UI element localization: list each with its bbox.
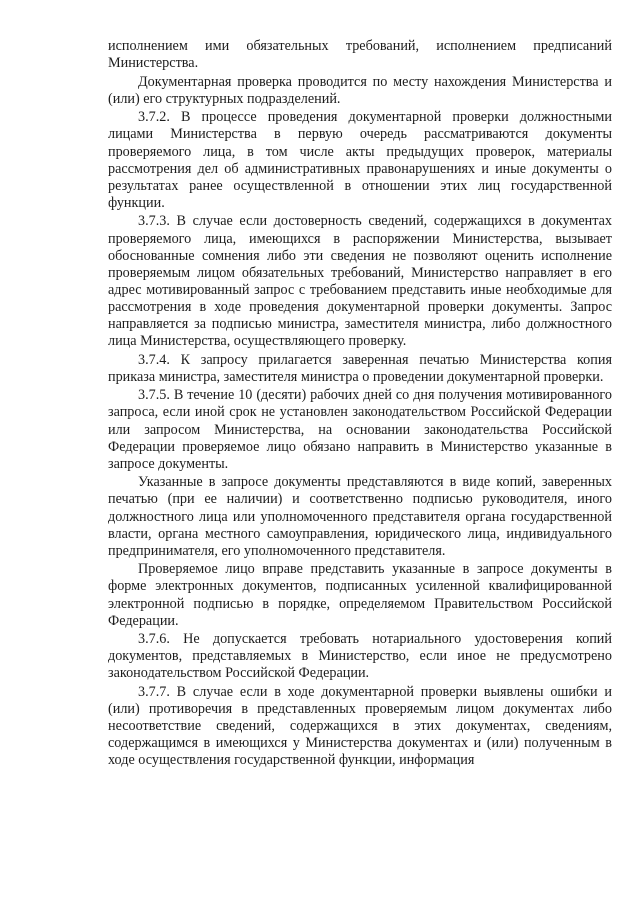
paragraph-3-7-2: 3.7.2. В процессе проведения документарной проверки должностными лицами Министерства в первую очередь рассматриваются документы проверяемого лица, в том числе акты предыдущих проверок, материалы рассмотрения дел об административных правонарушениях и иные документы о результатах ранее осуществленной в отношении этих лиц государственной функции. (108, 109, 612, 211)
paragraph-3-7-4: 3.7.4. К запросу прилагается заверенная печатью Министерства копия приказа министра, заместителя министра о проведении документарной проверки. (108, 351, 612, 385)
paragraph-3-7-3: 3.7.3. В случае если достоверность сведений, содержащихся в документах проверяемого лица, имеющихся в распоряжении Министерства, вызывает обоснованные сомнения либо эти сведения не позволяют оценить исполнение проверяемым лицом обязательных требований, Министерство направляет в его адрес мотивированный запрос с требованием представить иные необходимые для рассмотрения в ходе проведения документарной проверки документы. Запрос направляется за подписью министра, заместителя министра, либо должностного лица Министерства, осуществляющего проверку. (108, 213, 612, 350)
paragraph-3-7-6: 3.7.6. Не допускается требовать нотариального удостоверения копий документов, представляемых в Министерство, если иное не предусмотрено законодательством Российской Федерации. (108, 631, 612, 682)
paragraph-location: Документарная проверка проводится по месту нахождения Министерства и (или) его структурных подразделений. (108, 73, 612, 107)
paragraph-copies: Указанные в запросе документы представляются в виде копий, заверенных печатью (при ее наличии) и соответственно подписью руководителя, иного должностного лица или уполномоченного представителя органа государственной власти, органа местного самоуправления, юридического лица, индивидуального предпринимателя, его уполномоченного представителя. (108, 474, 612, 559)
document-page (108, 38, 612, 771)
paragraph-3-7-5: 3.7.5. В течение 10 (десяти) рабочих дней со дня получения мотивированного запроса, если иной срок не установлен законодательством Российской Федерации или запросом Министерства, на основании законодательства Российской Федерации проверяемое лицо обязано направить в Министерство указанные в запросе документы. (108, 387, 612, 472)
paragraph-electronic-documents: Проверяемое лицо вправе представить указанные в запросе документы в форме электронных документов, подписанных усиленной квалифицированной электронной подписью в порядке, определяемом Правительством Российской Федерации. (108, 561, 612, 629)
paragraph-continuation: исполнением ими обязательных требований, исполнением предписаний Министерства. (108, 38, 612, 72)
paragraph-3-7-7: 3.7.7. В случае если в ходе документарной проверки выявлены ошибки и (или) противоречия в представленных проверяемым лицом документах либо несоответствие сведений, содержащихся в этих документах, сведениям, содержащимся в имеющихся у Министерства документах и (или) полученным в ходе осуществления государственной функции, информация (108, 683, 612, 769)
